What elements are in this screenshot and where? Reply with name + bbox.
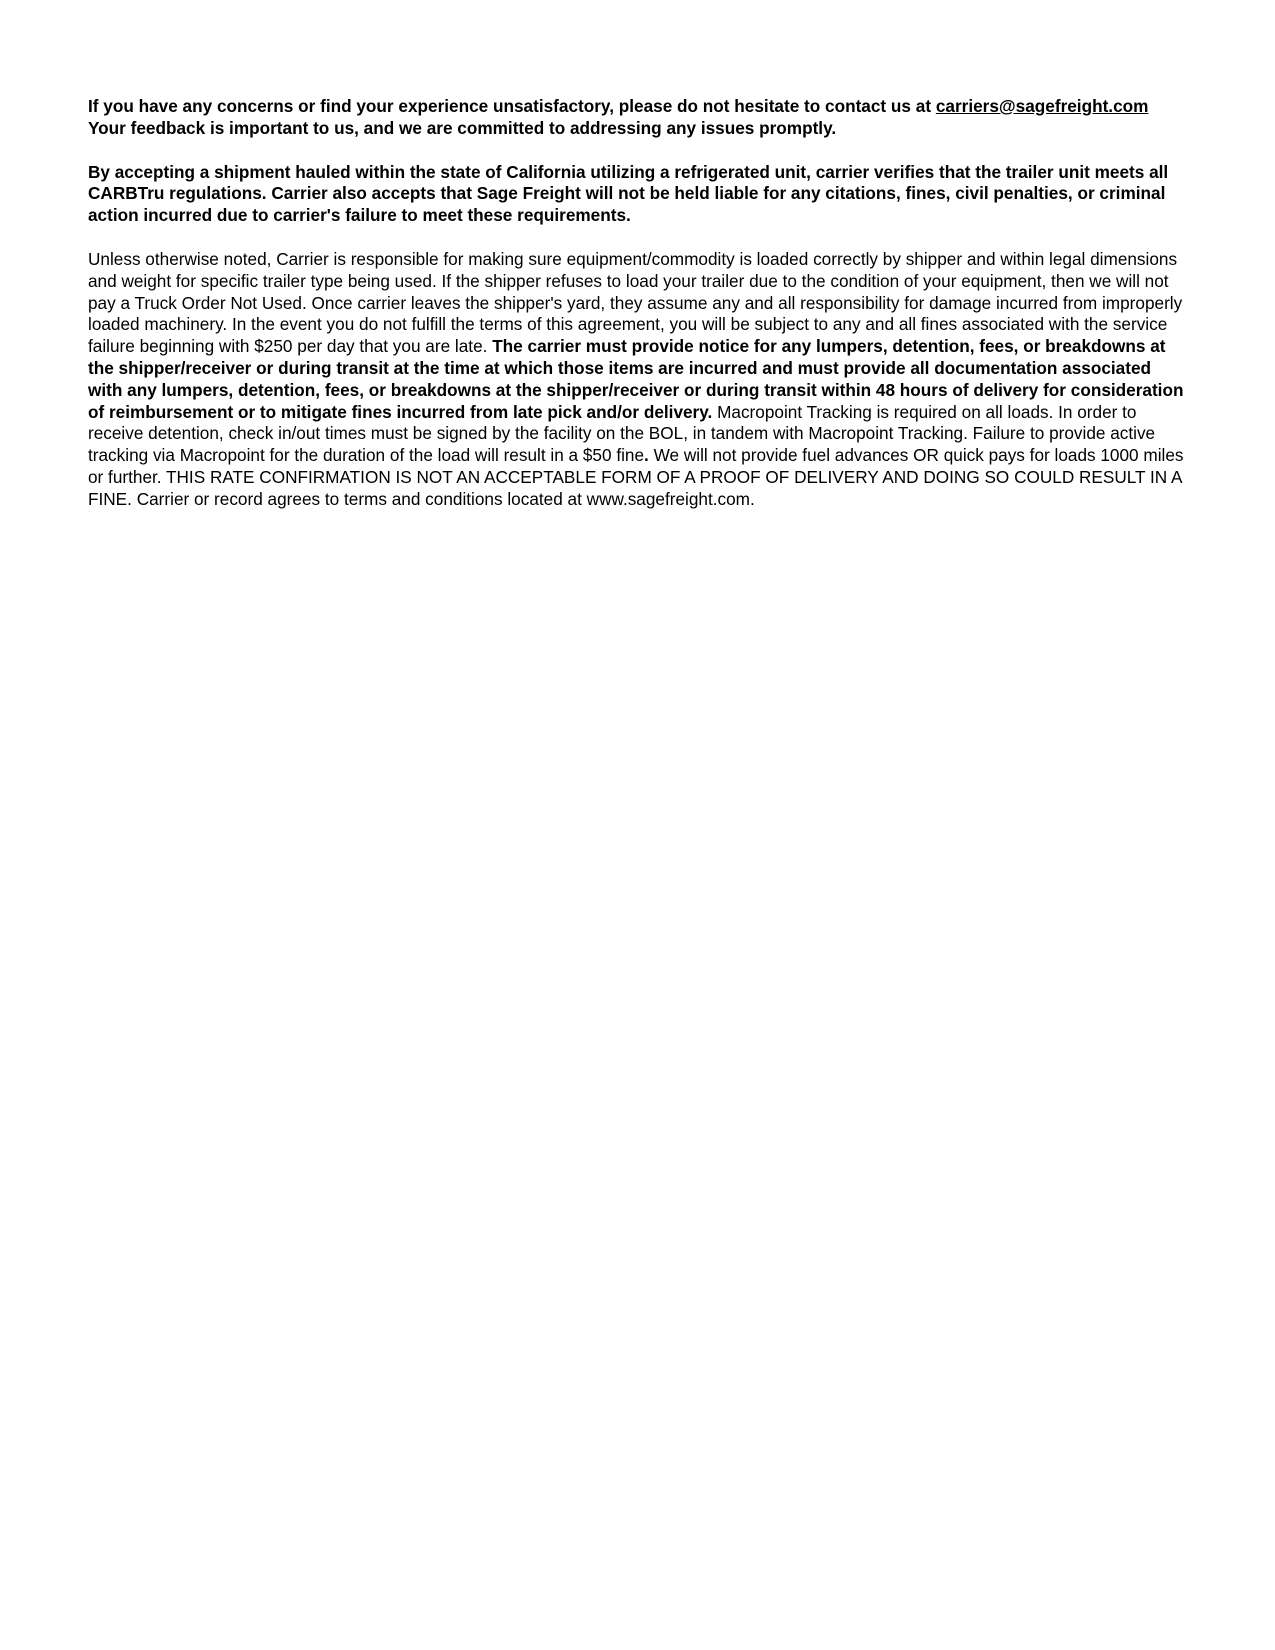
terms-notice-requirement: The carrier must provide notice for any lumpers, detention, fees, or breakdowns at the shipper/receiver or during transit at the time at which those items are incurred and must provide all documentation associated with any lumpers, detention, fees, or breakdowns at the shipper/receiver or during transit within 48 hours of delivery for consideration of reimbursement or to mitigate fines incurred from late pick and/or delivery. xyxy=(88,336,1184,422)
contact-email-link[interactable]: carriers@sagefreight.com xyxy=(935,96,1149,116)
terms-tracking-requirement: Macropoint Tracking is required on all loads. In order to receive detention, check in/out times must be signed by the facility on the BOL, in tandem with Macropoint Tracking. Failure to provide active tracking via Macropoint for the duration of the load will result in a $50 fine xyxy=(88,401,1156,466)
contact-notice-intro: If you have any concerns or find your experience unsatisfactory, please do not hesitate to contact us at xyxy=(88,96,936,116)
contact-notice-outro: Your feedback is important to us, and we are committed to addressing any issues promptly. xyxy=(88,117,837,138)
terms-closing: We will not provide fuel advances OR quick pays for loads 1000 miles or further. THIS RATE CONFIRMATION IS NOT AN ACCEPTABLE FORM OF A PROOF OF DELIVERY AND DOING SO COULD RESULT IN A FINE. Carrier or record agrees to terms and conditions located at www.sagefreight.com. xyxy=(88,445,1184,509)
terms-bold-period: . xyxy=(644,445,649,466)
terms-paragraph xyxy=(88,249,1190,511)
contact-notice-paragraph xyxy=(88,96,1190,140)
california-notice-paragraph: By accepting a shipment hauled within the state of California utilizing a refrigerated unit, carrier verifies that the trailer unit meets all CARBTru regulations. Carrier also accepts that Sage Freight will not be held liable for any citations, fines, civil penalties, or criminal action incurred due to carrier's failure to meet these requirements. xyxy=(88,161,1169,226)
terms-loading-responsibility: Unless otherwise noted, Carrier is responsible for making sure equipment/commodity is loaded correctly by shipper and within legal dimensions and weight for specific trailer type being used. If the shipper refuses to load your trailer due to the condition of your equipment, then we will not pay a Truck Order Not Used. Once carrier leaves the shipper's yard, they assume any and all responsibility for damage incurred from improperly loaded machinery. In the event you do not fulfill the terms of this agreement, you will be subject to any and all fines associated with the service failure beginning with $250 per day that you are late. xyxy=(88,248,1183,357)
document-page xyxy=(88,96,1190,533)
